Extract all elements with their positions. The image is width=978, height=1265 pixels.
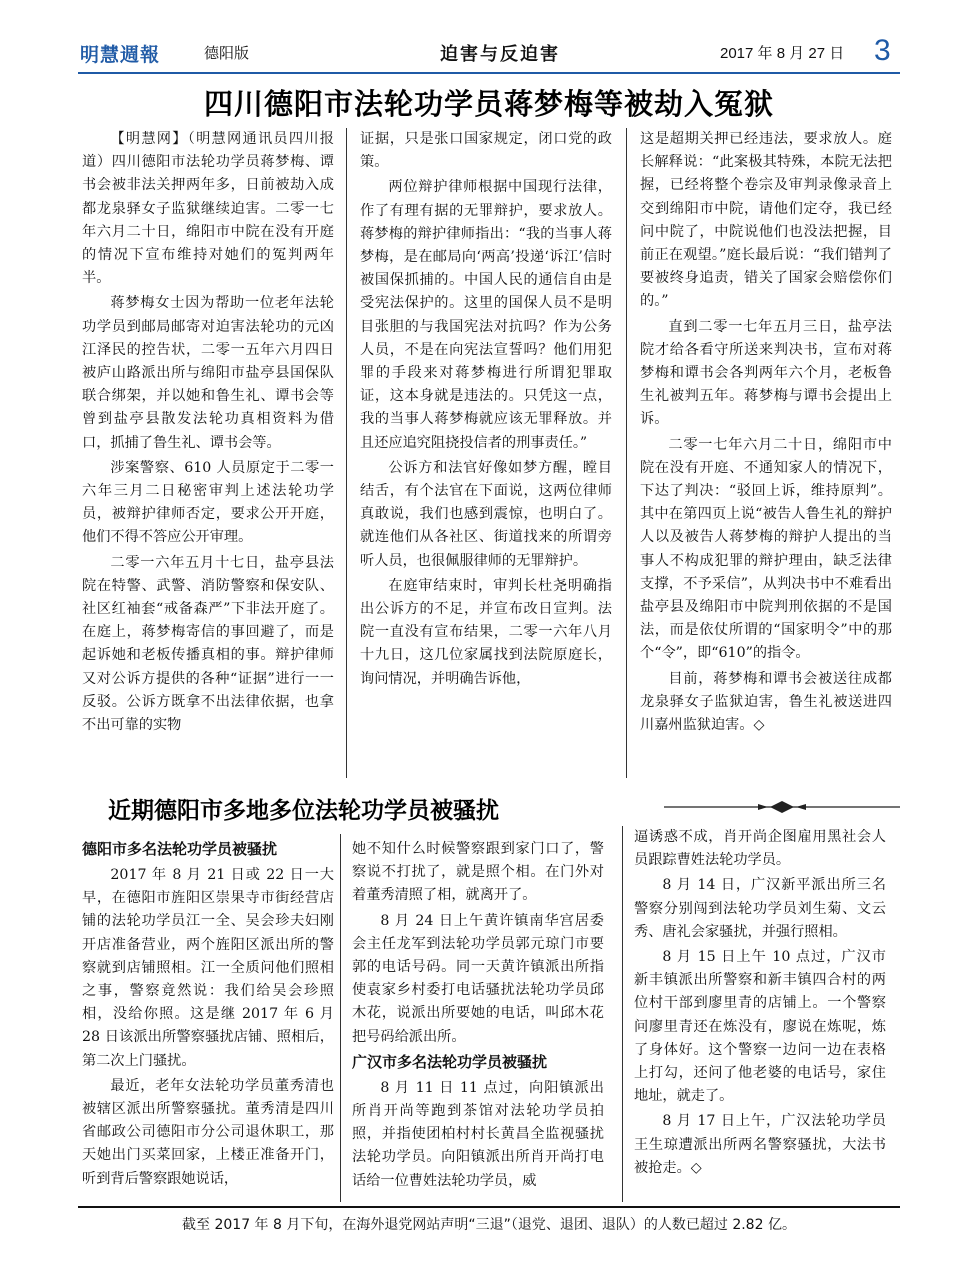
paragraph: 目前，蒋梦梅和谭书会被送往成都龙泉驿女子监狱迫害，鲁生礼被送进四川嘉州监狱迫害。◇ bbox=[640, 670, 892, 734]
section-title: 迫害与反迫害 bbox=[440, 44, 560, 65]
paragraph: 8 月 17 日上午，广汉法轮功学员王生琼遭派出所两名警察骚扰，大法书被抢走。◇ bbox=[634, 1113, 886, 1176]
page-number: 3 bbox=[874, 34, 891, 67]
article2-column-1 bbox=[82, 838, 334, 1202]
paragraph: 蒋梦梅女士因为帮助一位老年法轮功学员到邮局邮寄对迫害法轮功的元凶江泽民的控告状，二零一五年六月四日被庐山路派出所与绵阳市盐亭县国保队联合绑架，并以她和鲁生礼、谭书会等曾到盐亭县散发法轮功真相资料为借口，抓捕了鲁生礼、谭书会等。 bbox=[82, 295, 334, 451]
subheading: 广汉市多名法轮功学员被骚扰 bbox=[352, 1052, 548, 1071]
issue-date: 2017 年 8 月 27 日 bbox=[720, 45, 845, 62]
paragraph: 逼诱惑不成，肖开尚企图雇用黑社会人员跟踪曹姓法轮功学员。 bbox=[634, 829, 886, 869]
paragraph: 8 月 24 日上午黄许镇南华宫居委会主任龙军到法轮功学员郭元琼门市要郭的电话号码。同一天黄许镇派出所指使袁家乡村委打电话骚扰法轮功学员邱木花，说派出所要她的电话，叫邱木花把号码给派出所。 bbox=[352, 912, 604, 1045]
header-divider bbox=[78, 72, 900, 74]
paragraph: 二零一七年六月二十日，绵阳市中院在没有开庭、不通知家人的情况下，下达了判决：“驳回上诉，维持原判”。其中在第四页上说“被告人鲁生礼的辩护人以及被告人蒋梦梅的辩护人提出的当事人不构成犯罪的辩护理由，缺乏法律支撑，不予采信”，从判决书中不难看出盐亭县及绵阳市中院判刑依据的不是国法，而是依仗所谓的“国家明令”中的那个“令”，即“610”的指令。 bbox=[640, 436, 892, 662]
article1-column-1 bbox=[82, 128, 334, 780]
article1-column-3 bbox=[640, 128, 892, 780]
footer-note: 截至 2017 年 8 月下旬，在海外退党网站声明“三退”（退党、退团、退队）的人数已超过 2.82 亿。 bbox=[182, 1217, 796, 1233]
page-header bbox=[78, 36, 898, 70]
paragraph: 8 月 11 日 11 点过，向阳镇派出所肖开尚等跑到茶馆对法轮功学员拍照，并指使团柏村村长黄昌全监视骚扰法轮功学员。向阳镇派出所肖开尚打电话给一位曹姓法轮功学员，威 bbox=[352, 1079, 604, 1189]
paragraph: 二零一六年五月十七日，盐亭县法院在特警、武警、消防警察和保安队、社区红袖套“戒备森严”下非法开庭了。在庭上，蒋梦梅寄信的事回避了，而是起诉她和老板传播真相的事。辩护律师又对公诉方提供的各种“证据”进行一一反驳。公诉方既拿不出法律依据，也拿不出可靠的实物 bbox=[82, 554, 334, 734]
footer-divider bbox=[78, 1206, 900, 1208]
column-divider bbox=[346, 128, 347, 778]
paragraph: 两位辩护律师根据中国现行法律，作了有理有据的无罪辩护，要求放人。蒋梦梅的辩护律师指出：“我的当事人蒋梦梅，是在邮局向‘两高’投递‘诉江’信时被国保抓捕的。中国人民的通信自由是受宪法保护的。这里的国保人员不是明目张胆的与我国宪法对抗吗？作为公务人员，不是在向宪法宣誓吗？他们用犯罪的手段来对蒋梦梅进行所谓犯罪取证，这本身就是违法的。只凭这一点，我的当事人蒋梦梅就应该无罪释放。并且还应追究阻挠投信者的刑事责任。” bbox=[360, 179, 612, 451]
paragraph: 公诉方和法官好像如梦方醒，瞠目结舌，有个法官在下面说，这两位律师真敢说，我们也感到震惊，也明白了。就连他们从各社区、街道找来的所谓旁听人员，也很佩服律师的无罪辩护。 bbox=[360, 459, 612, 569]
article1-headline: 四川德阳市法轮功学员蒋梦梅等被劫入冤狱 bbox=[203, 87, 774, 121]
paragraph: 【明慧网】（明慧网通讯员四川报道）四川德阳市法轮功学员蒋梦梅、谭书会被非法关押两年多，日前被劫入成都龙泉驿女子监狱继续迫害。二零一七年六月二十日，绵阳市中院在没有开庭的情况下宣布维持对她们的冤判两年半。 bbox=[82, 131, 334, 287]
paragraph: 直到二零一七年五月三日，盐亭法院才给各看守所送来判决书，宣布对蒋梦梅和谭书会各判两年六个月，老板鲁生礼被判五年。蒋梦梅与谭书会提出上诉。 bbox=[640, 318, 892, 428]
paragraph: 在庭审结束时，审判长杜尧明确指出公诉方的不足，并宣布改日宣判。法院一直没有宣布结果，二零一六年八月十九日，这几位家属找到法院原庭长，询问情况，并明确告诉他， bbox=[360, 577, 612, 687]
article2-column-3 bbox=[634, 826, 886, 1202]
paragraph: 8 月 14 日，广汉新平派出所三名警察分别闯到法轮功学员刘生菊、文云秀、唐礼会家骚扰，并强行照相。 bbox=[634, 877, 886, 940]
column-divider bbox=[622, 826, 623, 1202]
column-divider bbox=[340, 834, 341, 1202]
subheading: 德阳市多名法轮功学员被骚扰 bbox=[82, 840, 278, 858]
paragraph: 2017 年 8 月 21 日或 22 日一大早，在德阳市旌阳区崇果寺市街经营店铺的法轮功学员江一全、吴会珍夫妇刚开店准备营业，两个旌阳区派出所的警察就到店铺照相。江一全质问他们照相之事，警察竟然说：我们给吴会珍照相，没给你照。这是继 2017 年 6 月 28 日该派出所警察骚扰店铺、照相后，第二次上门骚扰。 bbox=[82, 867, 334, 1069]
paragraph: 她不知什么时候警察跟到家门口了，警察说不打扰了，就是照个相。在门外对着董秀清照了相，就离开了。 bbox=[352, 841, 604, 904]
article2-headline: 近期德阳市多地多位法轮功学员被骚扰 bbox=[108, 798, 499, 824]
edition-label: 德阳版 bbox=[204, 44, 250, 62]
paragraph: 这是超期关押已经违法，要求放人。庭长解释说：“此案极其特殊，本院无法把握，已经将整个卷宗及审判录像录音上交到绵阳市中院，请他们定夺，我已经问中院了，中院说他们也没法把握，目前正在观望。”庭长最后说：“我们错判了要被终身追责，错关了国家会赔偿你们的。” bbox=[640, 131, 892, 310]
article2-column-2 bbox=[352, 838, 604, 1202]
paragraph: 证据，只是张口国家规定，闭口党的政策。 bbox=[360, 131, 612, 171]
paragraph: 8 月 15 日上午 10 点过，广汉市新丰镇派出所警察和新丰镇四合村的两位村干部到廖里青的店铺上。一个警察问廖里青还在炼没有，廖说在炼呢，炼了身体好。这个警察一边问一边在表格上打勾，还问了他老婆的电话号，家住地址，就走了。 bbox=[634, 949, 886, 1105]
article1-column-2 bbox=[360, 128, 612, 780]
paragraph: 最近，老年女法轮功学员董秀清也被辖区派出所警察骚扰。董秀清是四川省邮政公司德阳市分公司退休职工，那天她出门买菜回家，上楼正准备开门，听到背后警察跟她说话， bbox=[82, 1077, 334, 1187]
column-divider bbox=[626, 128, 627, 778]
ornament-divider bbox=[664, 800, 900, 814]
masthead-brand: 明慧週報 bbox=[80, 44, 161, 66]
paragraph: 涉案警察、610 人员原定于二零一六年三月二日秘密审判上述法轮功学员，被辩护律师否定，要求公开开庭，他们不得不答应公开审理。 bbox=[82, 459, 334, 546]
